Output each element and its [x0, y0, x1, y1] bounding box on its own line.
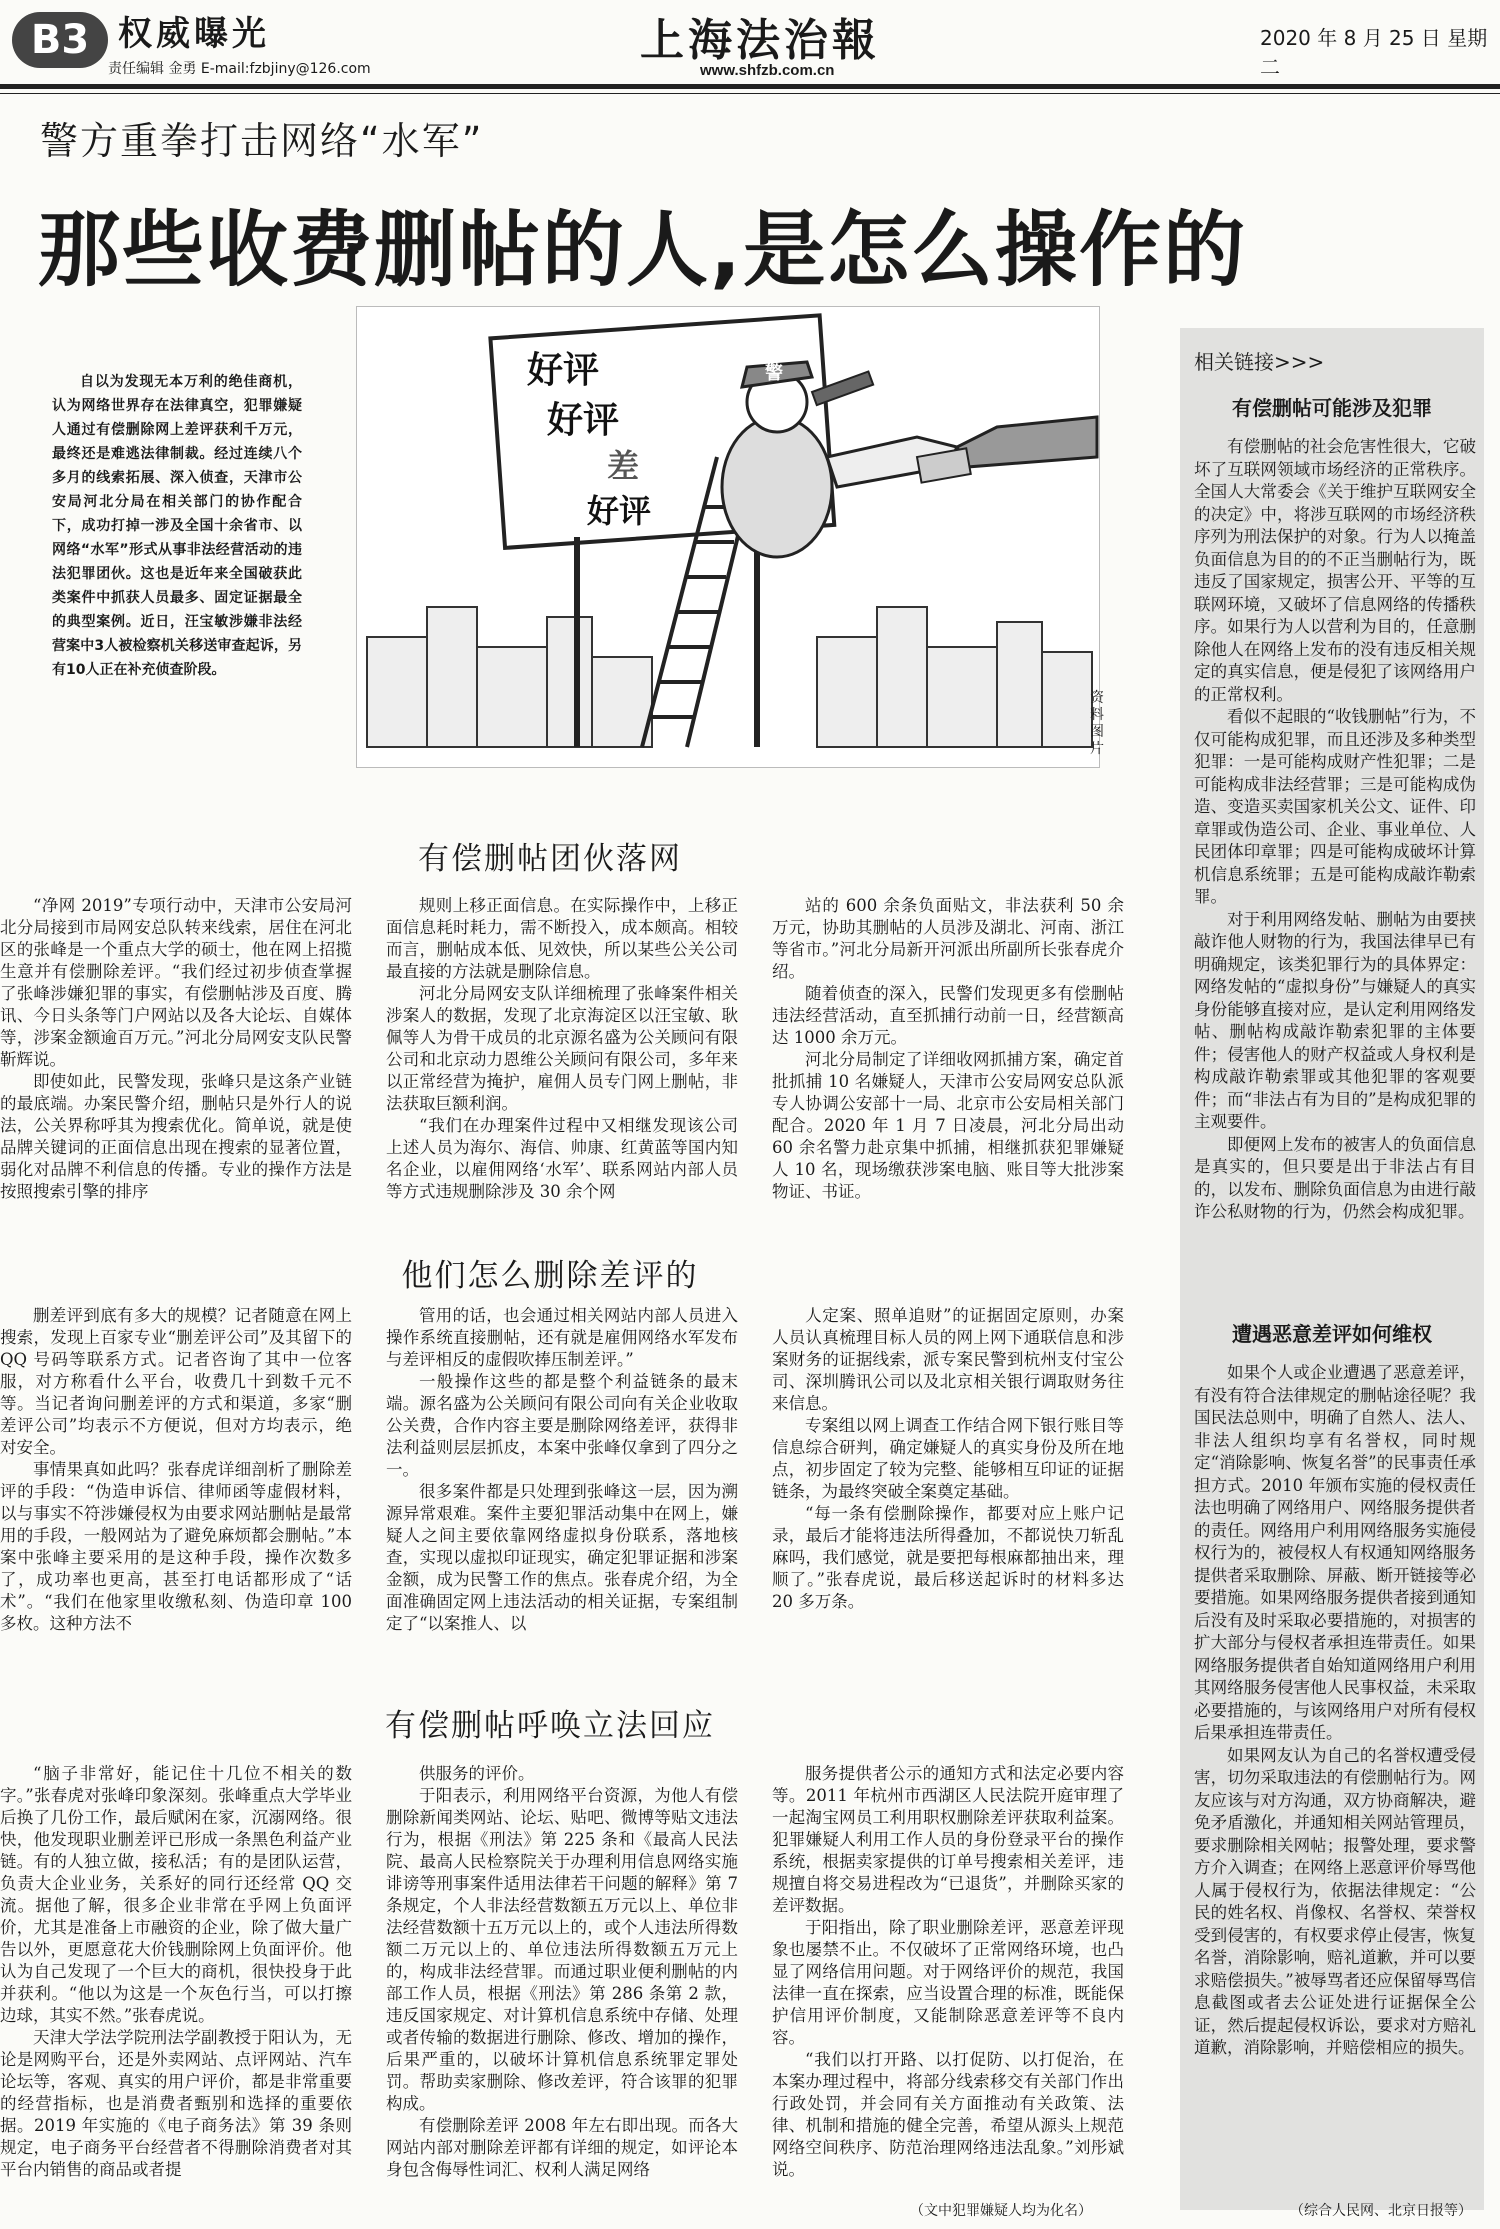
paragraph: 于阳指出，除了职业删除差评，恶意差评现象也屡禁不止。不仅破坏了正常网络环境，也凸显了网络信用问题。对于网络评价的规范，我国法律一直在探索，应当设置合理的标准，既能保护信用评价制度，又能制除恶意差评等不良内容。 — [772, 1918, 1124, 2047]
paragraph: 供服务的评价。 — [419, 1764, 535, 1783]
paragraph: “每一条有偿删除操作，都要对应上账户记录，最后才能将违法所得叠加，不都说快刀斩乱麻吗，我们感觉，就是要把每根麻都抽出来，理顺了。”张春虎说，最后移送起诉时的材料多达 20 多万条。 — [772, 1504, 1124, 1611]
paragraph: “我们以打开路、以打促防、以打促治，在本案办理过程中，将部分线索移交有关部门作出行政处罚，并会同有关方面推动有关政策、法律、机制和措施的健全完善，希望从源头上规范网络空间秩序、防范治理网络违法乱象。”刘彤斌说。 — [772, 2050, 1124, 2179]
paragraph: 即便网上发布的被害人的负面信息是真实的，但只要是出于非法占有目的，以发布、删除负面信息为由进行敲诈公私财物的行为，仍然会构成犯罪。 — [1194, 1134, 1476, 1221]
paragraph: 服务提供者公示的通知方式和法定必要内容等。2011 年杭州市西湖区人民法院开庭审理了一起淘宝网员工利用职权删除差评获取利益案。犯罪嫌疑人利用工作人员的身份登录平台的操作系统，根据卖家提供的订单号搜索相关差评，违规擅自将交易进程改为“已退货”，并删除买家的差评数据。 — [772, 1764, 1124, 1915]
section2-column-3 — [772, 1305, 1124, 1705]
handshake — [827, 417, 1097, 487]
cartoon-drawing — [357, 307, 1099, 767]
paragraph: 如果网友认为自己的名誉权遭受侵害，切勿采取违法的有偿删帖行为。网友应该与对方沟通，双方协商解决，避免矛盾激化，并通知相关网站管理员，要求删除相关网帖；报警处理，要求警方介入调查；在网络上恶意评价辱骂他人属于侵权行为，依据法律规定：“公民的姓名权、肖像权、名誉权、荣誉权受到侵害的，有权要求停止侵害，恢复名誉，消除影响，赔礼道歉，并可以要求赔偿损失。”被辱骂者还应保留辱骂信息截图或者去公证处进行证据保全公证，然后提起侵权诉讼，要求对方赔礼道歉，消除影响，并赔偿相应的损失。 — [1194, 1745, 1476, 2057]
sidebar-body-2 — [1194, 1362, 1476, 2192]
sidebar-tag: 相关链接>>> — [1194, 350, 1325, 374]
editor-line: 责任编辑 金勇 E-mail:fzbjiny@126.com — [108, 61, 371, 77]
sidebar-title-1: 有偿删帖可能涉及犯罪 — [1232, 396, 1432, 420]
sidebar-body-1 — [1194, 436, 1476, 1296]
paragraph: 天津大学法学院刑法学副教授于阳认为，无论是网购平台，还是外卖网站、点评网站、汽车论坛等，客观、真实的用户评价，都是非常重要的经营指标，也是消费者甄别和选择的重要依据。2019 年实施的《电子商务法》第 39 条则规定，电子商务平台经营者不得删除消费者对其平台内销售的商品或者提 — [0, 2028, 352, 2179]
section-name: 权威曝光 — [118, 14, 270, 54]
paragraph: 对于利用网络发帖、删帖为由要挟敲诈他人财物的行为，我国法律早已有明确规定，该类犯罪行为的具体界定：网络发帖的“虚拟身份”与嫌疑人的真实身份能够直接对应，是认定利用网络发帖、删帖构成敲诈勒索犯罪的主体要件；侵害他人的财产权益或人身权利是构成敲诈勒索罪或其他犯罪的客观要件；而“非法占有为目的”是构成犯罪的主观要件。 — [1194, 909, 1476, 1131]
photo-credit: 资料图片 — [1090, 690, 1104, 757]
paragraph: 规则上移正面信息。在实际操作中，上移正面信息耗时耗力，需不断投入，成本颇高。相较而言，删帖成本低、见效快，所以某些公关公司最直接的方法就是删除信息。 — [386, 896, 738, 981]
paragraph: 删差评到底有多大的规模？记者随意在网上搜索，发现上百家专业“删差评公司”及其留下的 QQ 号码等联系方式。记者咨询了其中一位客服，对方称看什么平台，收费几十到数千元不等。当记者询问删差评的方式和渠道，多家“删差评公司”均表示不方便说，但对方均表示，绝对安全。 — [0, 1306, 352, 1457]
paragraph: 河北分局网安支队详细梳理了张峰案件相关涉案人的数据，发现了北京海淀区以汪宝敏、耿佩等人为骨干成员的北京源名盛为公关顾问有限公司和北京动力恩维公关顾问有限公司，多年来以正常经营为掩护，雇佣人员专门网上删帖，非法获取巨额利润。 — [386, 984, 738, 1113]
section1-column-2 — [386, 895, 738, 1275]
skyline — [367, 607, 1092, 747]
section3-column-3 — [772, 1763, 1124, 2195]
article-headline: 那些收费删帖的人,是怎么操作的 — [38, 203, 1248, 298]
paragraph: 于阳表示，利用网络平台资源，为他人有偿删除新闻类网站、论坛、贴吧、微博等贴文违法行为，根据《刑法》第 225 条和《最高人民法院、最高人民检察院关于办理利用信息网络实施诽谤等刑事案件适用法律若干问题的解释》第 7 条规定，个人非法经营数额五万元以上、单位非法经营数额十五万元以上的，或个人违法所得数额二万元以上的、单位违法所得数额五万元上的，构成非法经营罪。而通过职业便利删帖的内部工作人员，根据《刑法》第 286 条第 2 款，违反国家规定、对计算机信息系统中存储、处理或者传输的数据进行删除、修改、增加的操作，后果严重的，以破坏计算机信息系统罪定罪处罚。帮助卖家删除、修改差评，符合该罪的犯罪构成。 — [386, 1786, 738, 2113]
masthead-rule-thin — [0, 93, 1500, 94]
page-number-badge: B3 — [12, 12, 108, 68]
paragraph: “净网 2019”专项行动中，天津市公安局河北分局接到市局网安总队转来线索，居住在河北区的张峰是一个重点大学的硕士，他在网上招揽生意并有偿删除差评。“我们经过初步侦查掌握了张峰涉嫌犯罪的事实，有偿删帖涉及百度、腾讯、今日头条等门户网站以及各大论坛、自媒体等，涉案金额逾百万元。”河北分局网安支队民警靳辉说。 — [0, 896, 352, 1069]
section-title-2: 他们怎么删除差评的 — [401, 1258, 699, 1294]
sign-line-1: 好评 — [527, 350, 600, 391]
section1-column-1 — [0, 895, 352, 1275]
paragraph: 即使如此，民警发现，张峰只是这条产业链的最底端。办案民警介绍，删帖只是外行人的说法，公关界称呼其为搜索优化。简单说，就是使品牌关键词的正面信息出现在搜索的显著位置，弱化对品牌不利信息的传播。专业的操作方法是按照搜索引擎的排序 — [0, 1072, 352, 1201]
article-lead: 自以为发现无本万利的绝佳商机，认为网络世界存在法律真空，犯罪嫌疑人通过有偿删除网上差评获利千万元，最终还是难逃法律制裁。经过连续八个多月的线索拓展、深入侦查，天津市公安局河北分局在相关部门的协作配合下，成功打掉一涉及全国十余省市、以网络“水军”形式从事非法经营活动的违法犯罪团伙。这也是近年来全国破获此类案件中抓获人员最多、固定证据最全的典型案例。近日，汪宝敏涉嫌非法经营案中3人被检察机关移送审查起诉，另有10人正在补充侦查阶段。 — [52, 374, 302, 678]
paragraph: 看似不起眼的“收钱删帖”行为，不仅可能构成犯罪，而且还涉及多种类型犯罪：一是可能构成财产性犯罪；二是可能构成非法经营罪；三是可能构成伪造、变造买卖国家机关公文、证件、印章罪或伪造公司、企业、事业单位、人民团体印章罪；四是可能构成破坏计算机信息系统罪；五是可能构成敲诈勒索罪。 — [1194, 707, 1476, 906]
section2-column-1 — [0, 1305, 352, 1705]
newspaper-name: 上海法治報 — [640, 15, 880, 66]
newspaper-url[interactable]: www.shfzb.com.cn — [700, 62, 835, 79]
paragraph: 很多案件都是只处理到张峰这一层，因为溯源异常艰难。案件主要犯罪活动集中在网上，嫌疑人之间主要依靠网络虚拟身份联系，落地核查，实现以虚拟印证现实，确定犯罪证据和涉案金额，成为民警工作的焦点。张春虎介绍，为全面准确固定网上违法活动的相关证据，专案组制定了“以案推人、以 — [386, 1482, 738, 1633]
section3-column-1 — [0, 1763, 352, 2195]
article-kicker: 警方重拳打击网络“水军” — [40, 119, 484, 163]
masthead-rule — [0, 84, 1500, 89]
section2-column-2 — [386, 1305, 738, 1705]
paragraph: 事情果真如此吗？张春虎详细剖析了删除差评的手段：“伪造申诉信、律师函等虚假材料，以与事实不符涉嫌侵权为由要求网站删帖是最常用的手段，一般网站为了避免麻烦都会删帖。”本案中张峰主要采用的是这种手段，操作次数多了，成功率也更高，甚至打电话都形成了“话术”。“我们在他家里收缴私刻、伪造印章 100 多枚。这种方法不 — [0, 1460, 352, 1633]
paragraph: 人定案、照单追财”的证据固定原则，办案人员认真梳理目标人员的网上网下通联信息和涉案财务的证据线索，派专案民警到杭州支付宝公司、深圳腾讯公司以及北京相关银行调取财务往来信息。 — [772, 1306, 1124, 1413]
section1-column-3 — [772, 895, 1124, 1275]
paragraph: 如果个人或企业遭遇了恶意差评，有没有符合法律规定的删帖途径呢？我国民法总则中，明确了自然人、法人、非法人组织均享有名誉权，同时规定“消除影响、恢复名誉”的民事责任承担方式。2010 年颁布实施的侵权责任法也明确了网络用户、网络服务提供者的责任。网络用户利用网络服务实施侵权行为的，被侵权人有权通知网络服务提供者采取删除、屏蔽、断开链接等必要措施。如果网络服务提供者接到通知后没有及时采取必要措施的，对损害的扩大部分与侵权者承担连带责任。如果网络服务提供者自始知道网络用户利用其网络服务侵害他人民事权益，未采取必要措施的，与该网络用户对所有侵权后果承担连带责任。 — [1194, 1363, 1476, 1742]
sign-line-4: 好评 — [587, 492, 652, 530]
paragraph: 专案组以网上调查工作结合网下银行账目等信息综合研判，确定嫌疑人的真实身份及所在地点，初步固定了较为完整、能够相互印证的证据链条，为最终突破全案奠定基础。 — [772, 1416, 1124, 1501]
sidebar-title-2: 遭遇恶意差评如何维权 — [1232, 1322, 1432, 1346]
sidebar-sources: （综合人民网、北京日报等） — [1290, 2203, 1472, 2219]
paragraph: 随着侦查的深入，民警们发现更多有偿删帖违法经营活动，直至抓捕行动前一日，经营额高达 1000 余万元。 — [772, 984, 1124, 1047]
paragraph: 站的 600 余条负面贴文，非法获利 50 余万元，协助其删帖的人员涉及湖北、河南、浙江等省市。”河北分局新开河派出所副所长张春虎介绍。 — [772, 896, 1124, 981]
paragraph: “我们在办理案件过程中又相继发现该公司上述人员为海尔、海信、帅康、红黄蓝等国内知名企业，以雇佣网络‘水军’、联系网站内部人员等方式违规删除涉及 30 余个网 — [386, 1116, 738, 1201]
section-title-1: 有偿删帖团伙落网 — [418, 841, 682, 877]
cartoon-illustration — [356, 306, 1100, 768]
sign-line-3: 差 — [607, 447, 640, 485]
paragraph: 有偿删除差评 2008 年左右即出现。而各大网站内部对删除差评都有详细的规定，如评论本身包含侮辱性词汇、权利人满足网络 — [386, 2116, 738, 2179]
paragraph: “脑子非常好，能记住十几位不相关的数字。”张春虎对张峰印象深刻。张峰重点大学毕业后换了几份工作，最后赋闲在家，沉溺网络。很快，他发现职业删差评已形成一条黑色利益产业链。有的人独立做，接私活；有的是团队运营，负责大企业业务，关系好的同行还经常 QQ 交流。据他了解，很多企业非常在乎网上负面评价，尤其是准备上市融资的企业，除了做大量广告以外，更愿意花大价钱删除网上负面评价。他认为自己发现了一个巨大的商机，很快投身于此并获利。“他以为这是一个灰色行当，可以打擦边球，其实不然。”张春虎说。 — [0, 1764, 352, 2025]
officer-cap-badge: 警 — [765, 363, 783, 384]
sign-line-2: 好评 — [547, 400, 620, 441]
paragraph: 有偿删帖的社会危害性很大，它破坏了互联网领域市场经济的正常秩序。全国人大常委会《关于维护互联网安全的决定》中，将涉互联网的市场经济秩序列为刑法保护的对象。行为人以掩盖负面信息为目的的不正当删帖行为，既违反了国家规定，损害公开、平等的互联网环境，又破坏了信息网络的传播秩序。如果行为人以营利为目的，任意删除他人在网络上发布的没有违反相关规定的真实信息，便是侵犯了该网络用户的正常权利。 — [1194, 437, 1476, 704]
section-title-3: 有偿删帖呼唤立法回应 — [385, 1708, 715, 1744]
paragraph: 一般操作这些的都是整个利益链条的最末端。源名盛为公关顾问有限公司向有关企业收取公关费，合作内容主要是删除网络差评，获得非法利益则层层抓皮，本案中张峰仅拿到了四分之一。 — [386, 1372, 738, 1479]
article-footnote: （文中犯罪嫌疑人均为化名） — [910, 2203, 1092, 2219]
paragraph: 管用的话，也会通过相关网站内部人员进入操作系统直接删帖，还有就是雇佣网络水军发布与差评相反的虚假吹捧压制差评。” — [386, 1306, 738, 1369]
paragraph: 河北分局制定了详细收网抓捕方案，确定首批抓捕 10 名嫌疑人，天津市公安局网安总队派专人协调公安部十一局、北京市公安局相关部门配合。2020 年 1 月 7 日凌晨，河北分局出动 60 余名警力赴京集中抓捕，相继抓获犯罪嫌疑人 10 名，现场缴获涉案电脑、账目等大批涉案物证、书证。 — [772, 1050, 1124, 1201]
section3-column-2 — [386, 1763, 738, 2195]
publication-date: 2020 年 8 月 25 日 星期二 — [1260, 26, 1488, 79]
